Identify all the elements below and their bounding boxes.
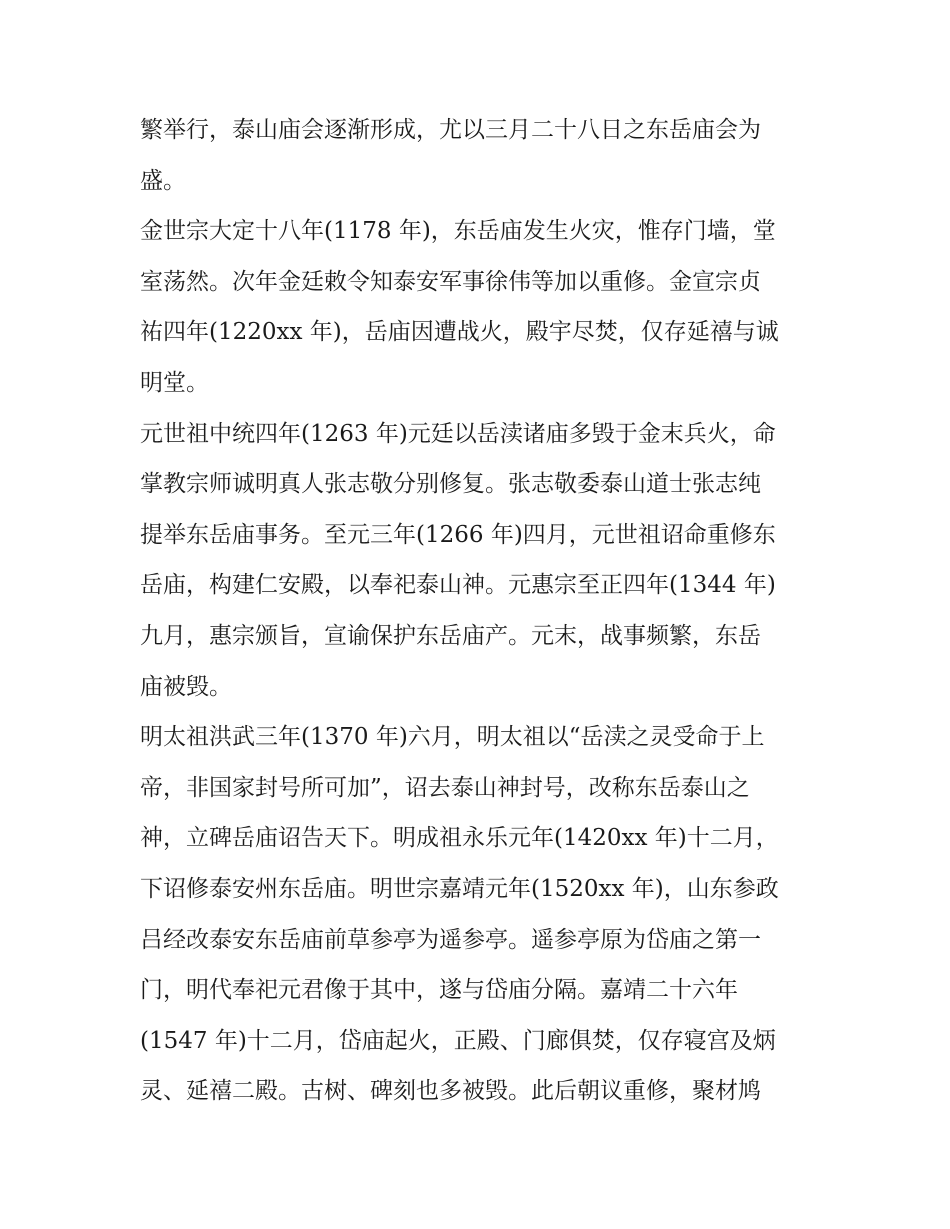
text-line: 灵、延禧二殿。古树、碑刻也多被毁。此后朝议重修，聚材鸠 — [140, 1078, 761, 1105]
text-line: 繁举行，泰山庙会逐渐形成，尤以三月二十八日之东岳庙会为 — [140, 117, 761, 143]
document-text-body — [140, 105, 820, 1117]
text-line: 下诏修泰安州东岳庙。明世宗嘉靖元年(1520xx 年)，山东参政 — [140, 875, 779, 902]
text-line: 庙被毁。 — [140, 673, 232, 700]
text-line: 祐四年(1220xx 年)，岳庙因遭战火，殿宇尽焚，仅存延禧与诚 — [140, 319, 779, 346]
text-line: 吕经改泰安东岳庙前草参亭为遥参亭。遥参亭原为岱庙之第一 — [140, 926, 761, 953]
text-line: 明堂。 — [140, 369, 209, 396]
text-line: 九月，惠宗颁旨，宣谕保护东岳庙产。元末，战事频繁，东岳 — [140, 622, 761, 649]
text-line: 帝，非国家封号所可加”，诏去泰山神封号，改称东岳泰山之 — [140, 774, 750, 801]
text-line: 提举东岳庙事务。至元三年(1266 年)四月，元世祖诏命重修东 — [140, 521, 776, 548]
text-line: 掌教宗师诚明真人张志敬分别修复。张志敬委泰山道士张志纯 — [140, 471, 761, 498]
text-line: 室荡然。次年金廷敕令知泰安军事徐伟等加以重修。金宣宗贞 — [140, 268, 761, 295]
text-line: 明太祖洪武三年(1370 年)六月，明太祖以“岳渎之灵受命于上 — [140, 724, 765, 751]
text-line: 门，明代奉祀元君像于其中，遂与岱庙分隔。嘉靖二十六年 — [140, 977, 738, 1004]
text-line: 金世宗大定十八年(1178 年)，东岳庙发生火灾，惟存门墙，堂 — [140, 218, 776, 245]
text-line: 岳庙，构建仁安殿，以奉祀泰山神。元惠宗至正四年(1344 年) — [140, 572, 776, 599]
text-line: 元世祖中统四年(1263 年)元廷以岳渎诸庙多毁于金末兵火，命 — [140, 420, 776, 447]
text-line: 神，立碑岳庙诏告天下。明成祖永乐元年(1420xx 年)十二月， — [140, 825, 779, 852]
text-line: 盛。 — [140, 167, 186, 194]
text-line: (1547 年)十二月，岱庙起火，正殿、门廊俱焚，仅存寝宫及炳 — [140, 1027, 776, 1054]
